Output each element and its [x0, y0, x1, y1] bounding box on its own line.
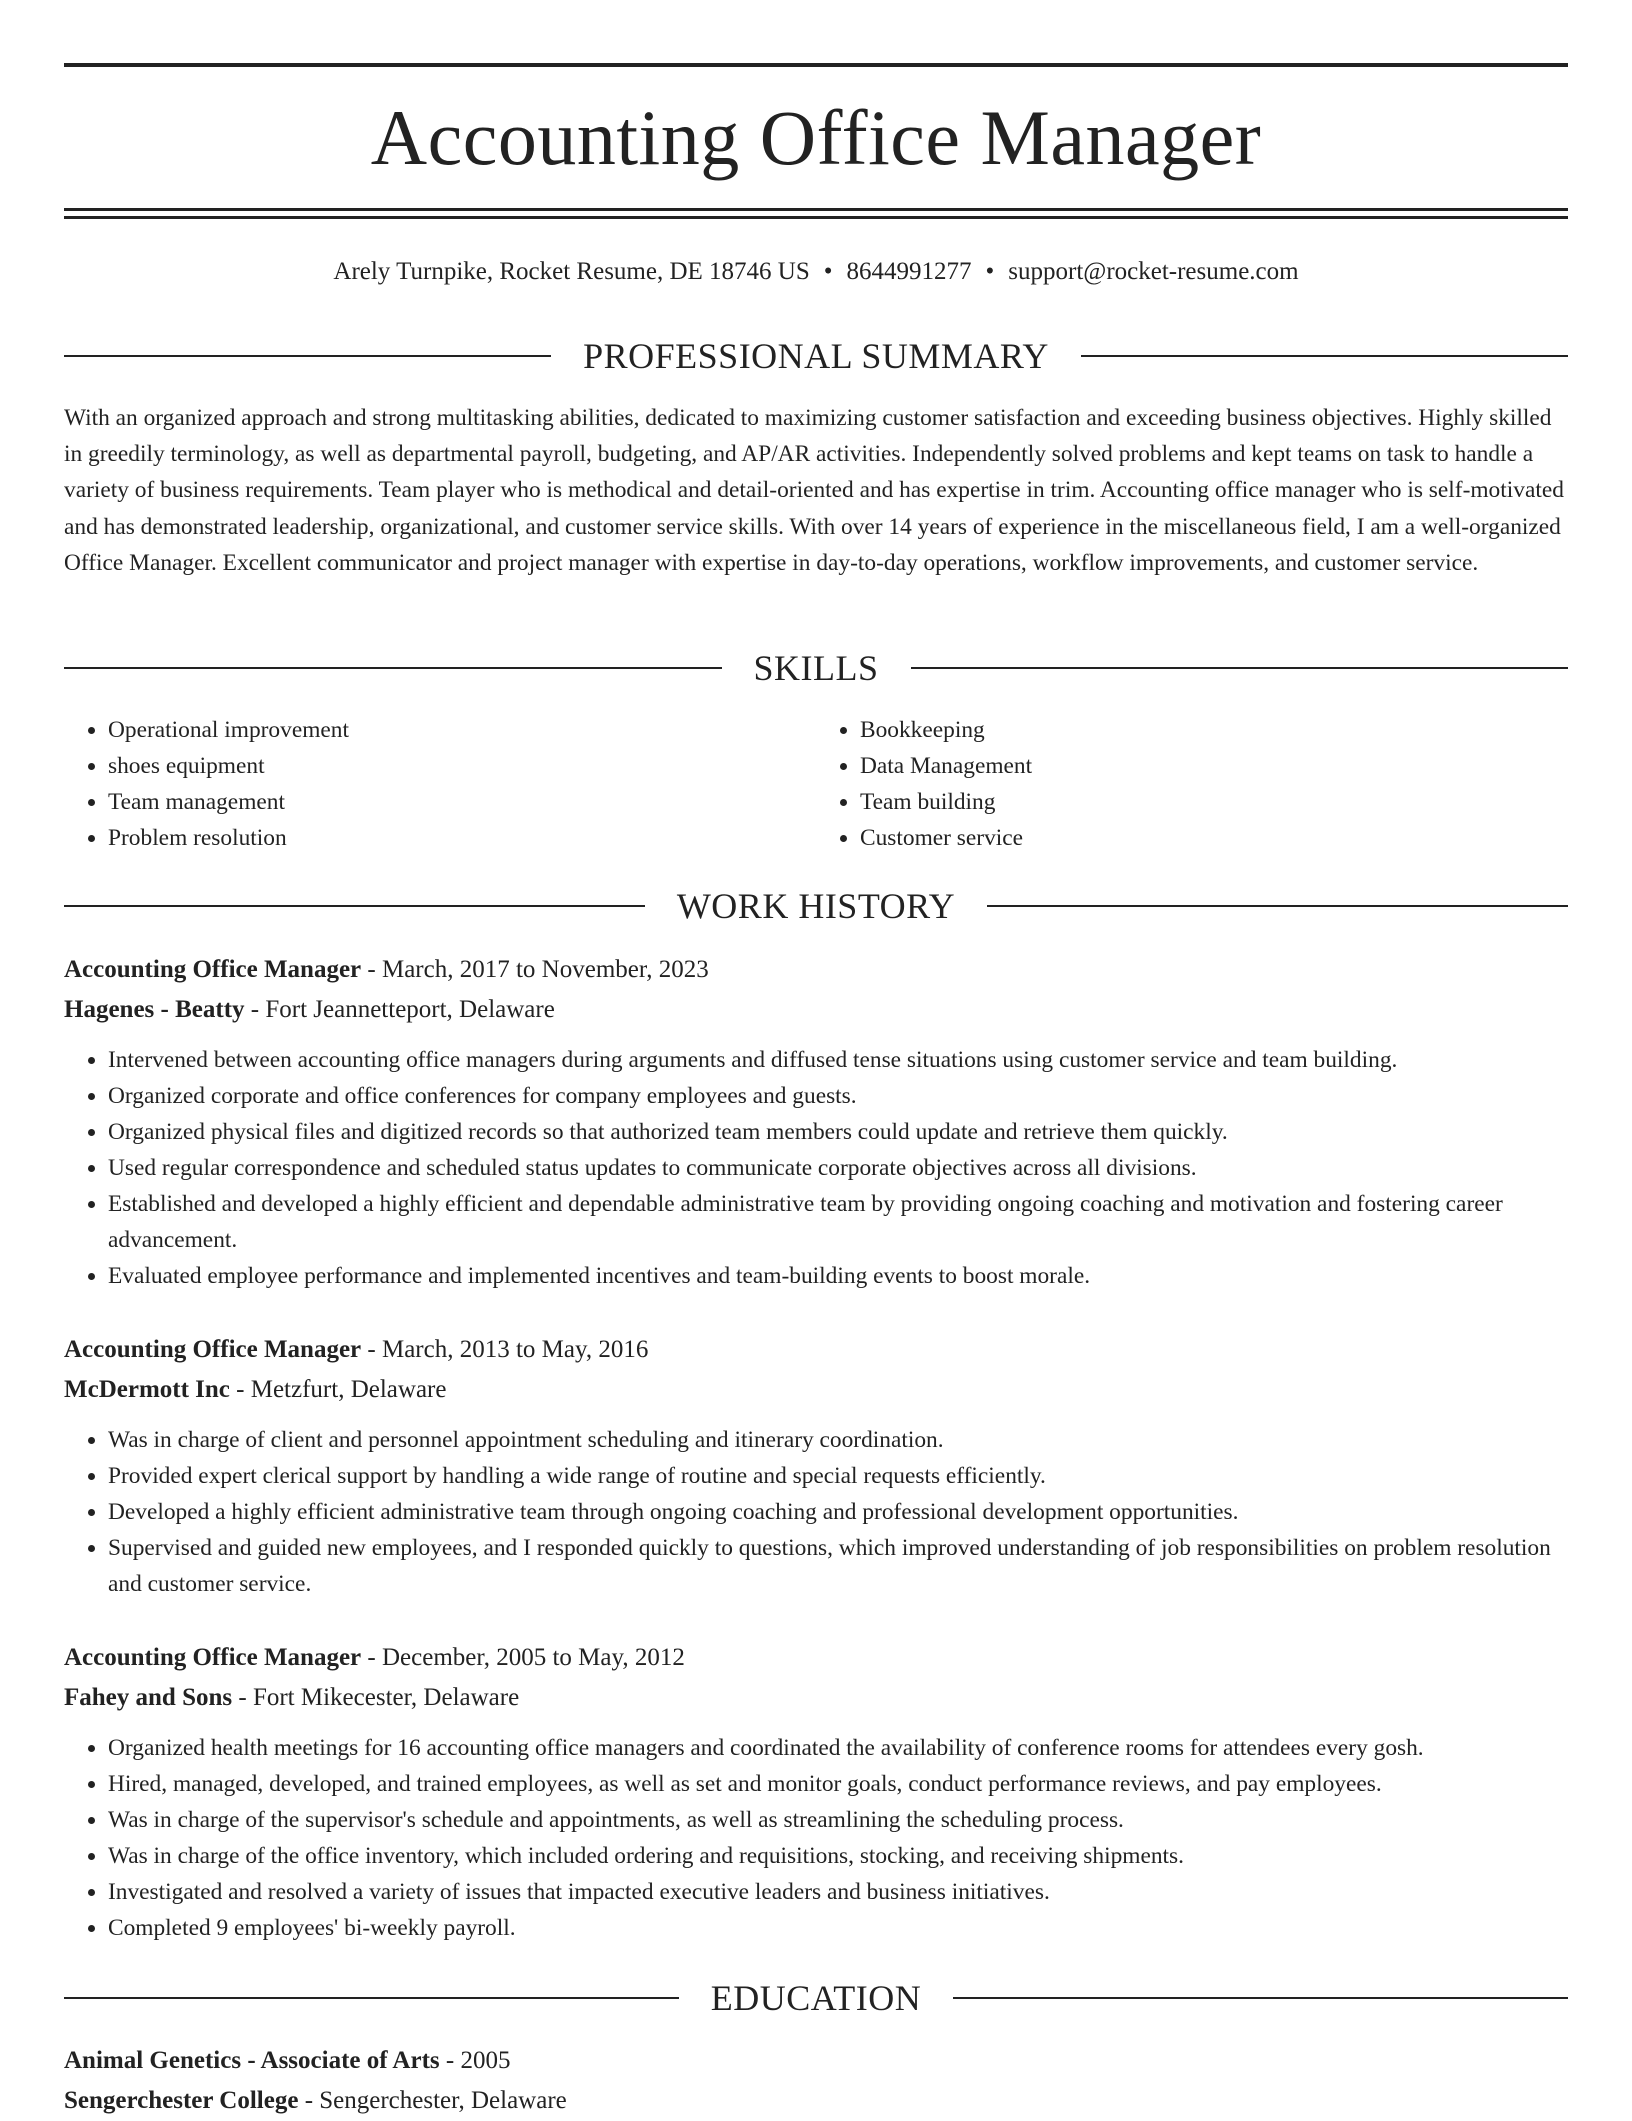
contact-email: support@rocket-resume.com [1008, 258, 1299, 285]
job-location: - Fort Jeannetteport, Delaware [250, 996, 555, 1023]
skill-item: • Bookkeeping [860, 712, 1568, 748]
job-bullet: • Was in charge of client and personnel appointment scheduling and itinerary coordination. [108, 1422, 1568, 1458]
contact-line [64, 254, 1568, 290]
job-bullets [64, 1042, 1568, 1294]
education-school: Sengerchester College [64, 2087, 299, 2114]
section-title: SKILLS [753, 648, 879, 688]
contact-separator: • [985, 258, 995, 285]
job-title: Accounting Office Manager [64, 1644, 362, 1671]
skill-item: • Data Management [860, 748, 1568, 784]
job-company: Fahey and Sons [64, 1684, 233, 1711]
job-dates: - March, 2017 to November, 2023 [367, 956, 709, 983]
skill-item: • Team management [108, 784, 816, 820]
job-company: Hagenes - Beatty [64, 996, 245, 1023]
section-rule [987, 905, 1568, 907]
top-rule [64, 63, 1568, 67]
job-bullet: • Was in charge of the office inventory, which included ordering and requisitions, stocking, and receiving shipments. [108, 1838, 1568, 1874]
job-location: - Fort Mikecester, Delaware [238, 1684, 520, 1711]
section-rule [1081, 355, 1568, 357]
section-rule [64, 905, 645, 907]
section-title: PROFESSIONAL SUMMARY [583, 336, 1049, 376]
education-degree-line [64, 2041, 1568, 2081]
job-dates: - December, 2005 to May, 2012 [367, 1644, 685, 1671]
section-rule [953, 1997, 1568, 1999]
title-double-rule-upper [64, 208, 1568, 211]
contact-address: Arely Turnpike, Rocket Resume, DE 18746 US [333, 258, 810, 285]
job-location: - Metzfurt, Delaware [236, 1376, 447, 1403]
section-header-work-history [64, 884, 1568, 928]
skill-item: • shoes equipment [108, 748, 816, 784]
job-bullet: • Was in charge of the supervisor's schedule and appointments, as well as streamlining the scheduling process. [108, 1802, 1568, 1838]
skill-item: • Team building [860, 784, 1568, 820]
job-bullet: • Hired, managed, developed, and trained employees, as well as set and monitor goals, conduct performance reviews, and pay employees. [108, 1766, 1568, 1802]
education-entry [64, 2041, 1568, 2121]
job-bullet: • Developed a highly efficient administrative team through ongoing coaching and professional development opportunities. [108, 1494, 1568, 1530]
section-title: WORK HISTORY [676, 886, 956, 926]
job-bullet: • Organized physical files and digitized records so that authorized team members could update and retrieve them quickly. [108, 1114, 1568, 1150]
education-location: - Sengerchester, Delaware [304, 2087, 567, 2114]
education-year: - 2005 [445, 2047, 511, 2074]
education-degree: Animal Genetics - Associate of Arts [64, 2047, 440, 2074]
job-bullet: • Used regular correspondence and scheduled status updates to communicate corporate objectives across all divisions. [108, 1150, 1568, 1186]
job-bullet: • Organized health meetings for 16 accounting office managers and coordinated the availability of conference rooms for attendees every gosh. [108, 1730, 1568, 1766]
job-dates: - March, 2013 to May, 2016 [367, 1336, 649, 1363]
job-entry [64, 1330, 1568, 1602]
job-title-line [64, 1330, 1568, 1370]
job-bullet: • Organized corporate and office conferences for company employees and guests. [108, 1078, 1568, 1114]
job-title-line [64, 950, 1568, 990]
job-bullet: • Investigated and resolved a variety of issues that impacted executive leaders and business initiatives. [108, 1874, 1568, 1910]
job-title-line [64, 1638, 1568, 1678]
job-company-line [64, 1370, 1568, 1410]
job-entry [64, 950, 1568, 1294]
job-bullet: • Completed 9 employees' bi-weekly payroll. [108, 1910, 1568, 1946]
job-bullet: • Intervened between accounting office managers during arguments and diffused tense situations using customer service and team building. [108, 1042, 1568, 1078]
contact-phone: 8644991277 [846, 258, 972, 285]
job-bullets [64, 1422, 1568, 1602]
job-entry [64, 1638, 1568, 1946]
contact-separator: • [823, 258, 833, 285]
job-bullet: • Evaluated employee performance and implemented incentives and team-building events to boost morale. [108, 1258, 1568, 1294]
skill-item: • Operational improvement [108, 712, 816, 748]
section-header-summary [64, 334, 1568, 378]
skill-item: • Problem resolution [108, 820, 816, 856]
job-title: Accounting Office Manager [64, 1336, 362, 1363]
section-rule [911, 667, 1569, 669]
section-header-education [64, 1976, 1568, 2020]
job-bullet: • Established and developed a highly efficient and dependable administrative team by providing ongoing coaching and motivation and fostering career advancement. [108, 1186, 1568, 1258]
job-bullets [64, 1730, 1568, 1946]
job-company-line [64, 1678, 1568, 1718]
skill-item: • Customer service [860, 820, 1568, 856]
section-title: EDUCATION [710, 1978, 922, 2018]
job-bullet: • Supervised and guided new employees, and I responded quickly to questions, which improved understanding of job responsibilities on problem resolution and customer service. [108, 1530, 1568, 1602]
section-rule [64, 355, 551, 357]
skills-list-left [64, 712, 816, 856]
summary-text: With an organized approach and strong multitasking abilities, dedicated to maximizing customer satisfaction and exceeding business objectives. Highly skilled in greedily terminology, as well as departmental payroll, budgeting, and AP/AR activities. Independently solved problems and kept teams on task to handle a variety of business requirements. Team player who is methodical and detail-oriented and has expertise in trim. Accounting office manager who is self-motivated and has demonstrated leadership, organizational, and customer service skills. With over 14 years of experience in the miscellaneous field, I am a well-organized Office Manager. Excellent communicator and project manager with expertise in day-to-day operations, workflow improvements, and customer service. [64, 405, 1564, 576]
skills-columns [64, 712, 1568, 856]
resume-title: Accounting Office Manager [370, 94, 1262, 181]
job-company-line [64, 990, 1568, 1030]
section-header-skills [64, 646, 1568, 690]
job-bullet: • Provided expert clerical support by handling a wide range of routine and special requests efficiently. [108, 1458, 1568, 1494]
skills-list-right [816, 712, 1568, 856]
job-title: Accounting Office Manager [64, 956, 362, 983]
title-double-rule-lower [64, 216, 1568, 219]
job-company: McDermott Inc [64, 1376, 230, 1403]
education-school-line [64, 2081, 1568, 2121]
section-rule [64, 667, 722, 669]
section-rule [64, 1997, 679, 1999]
